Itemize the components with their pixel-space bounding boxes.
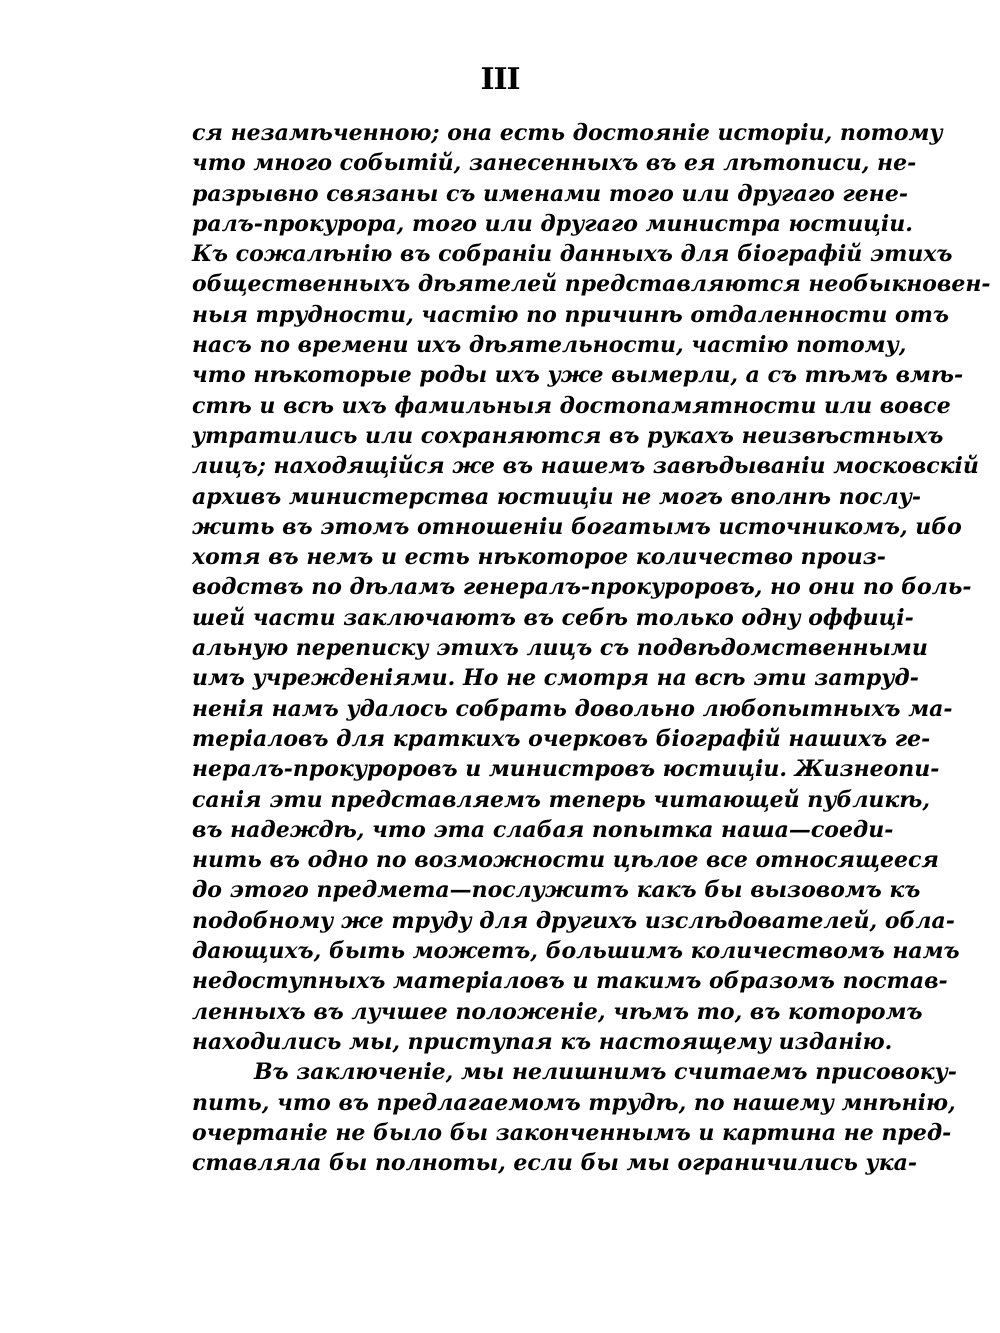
text-line: ся незамѣченною; она есть достояніе исторіи, потому (192, 120, 943, 146)
page-number: III (480, 62, 520, 97)
text-line: нералъ-прокуроровъ и министровъ юстиціи. Жизнеопи- (192, 756, 940, 783)
text-line: шей части заключаютъ въ себѣ только одну оффиці- (192, 604, 914, 631)
text-line: альную переписку этихъ лицъ съ подвѣдомственными (192, 635, 928, 662)
text-line: имъ учрежденіями. Но не смотря на всѣ эти затруд- (192, 665, 919, 692)
text-line: пить, что въ предлагаемомъ трудѣ, по нашему мнѣнію, (192, 1089, 956, 1116)
text-line: Въ заключеніе, мы нелишнимъ считаемъ присовоку- (254, 1059, 957, 1086)
text-line: нить въ одно по возможности цѣлое все относящееся (192, 847, 939, 874)
text-line: архивъ министерства юстиціи не могъ вполнѣ послу- (192, 483, 922, 510)
text-line: лицъ; находящійся же въ нашемъ завѣдываніи московскій (192, 453, 979, 480)
text-line: ныя трудности, частію по причинѣ отдаленности отъ (192, 301, 949, 328)
text-line: подобному же труду для другихъ изслѣдователей, обла- (192, 907, 955, 934)
text-line: до этого предмета—послужитъ какъ бы вызовомъ къ (192, 877, 921, 904)
text-line: ставляла бы полноты, если бы мы ограничились ука- (192, 1150, 917, 1177)
text-line: дающихъ, быть можетъ, большимъ количествомъ намъ (192, 938, 960, 965)
text-line: что нѣкоторые роды ихъ уже вымерли, а съ тѣмъ вмѣ- (192, 362, 964, 389)
text-line: ненія намъ удалось собрать довольно любопытныхъ ма- (192, 695, 953, 722)
text-line: общественныхъ дѣятелей представляются необыкновен- (192, 271, 991, 298)
text-line: насъ по времени ихъ дѣятельности, частію потому, (192, 332, 907, 359)
text-line: водствъ по дѣламъ генералъ-прокуроровъ, но они по боль- (192, 574, 972, 601)
text-line: теріаловъ для краткихъ очерковъ біографій нашихъ ге- (192, 725, 931, 752)
text-line: что много событій, занесенныхъ въ ея лѣтописи, не- (192, 150, 917, 177)
text-line: находились мы, приступая къ настоящему изданію. (192, 1028, 893, 1055)
text-line: ленныхъ въ лучшее положеніе, чѣмъ то, въ которомъ (192, 998, 923, 1025)
text-line: жить въ этомъ отношеніи богатымъ источникомъ, ибо (192, 513, 962, 540)
text-line: утратились или сохраняются въ рукахъ неизвѣстныхъ (192, 422, 944, 449)
text-line: санія эти представляемъ теперь читающей публикѣ, (192, 786, 931, 813)
text-line: разрывно связаны съ именами того или другаго гене- (192, 180, 908, 207)
text-line: ралъ-прокурора, того или другаго министра юстиціи. (192, 210, 913, 237)
text-line: хотя въ немъ и есть нѣкоторое количество произ- (192, 544, 886, 571)
text-line: въ надеждѣ, что эта слабая попытка наша—соеди- (192, 816, 894, 843)
text-line: Къ сожалѣнію въ собраніи данныхъ для біографій этихъ (192, 241, 953, 268)
text-line: недоступныхъ матеріаловъ и такимъ образомъ постав- (192, 968, 948, 995)
text-line: стѣ и всѣ ихъ фамильныя достопамятности или вовсе (192, 392, 951, 419)
body-text (192, 118, 991, 1178)
text-line: очертаніе не было бы законченнымъ и картина не пред- (192, 1119, 952, 1146)
